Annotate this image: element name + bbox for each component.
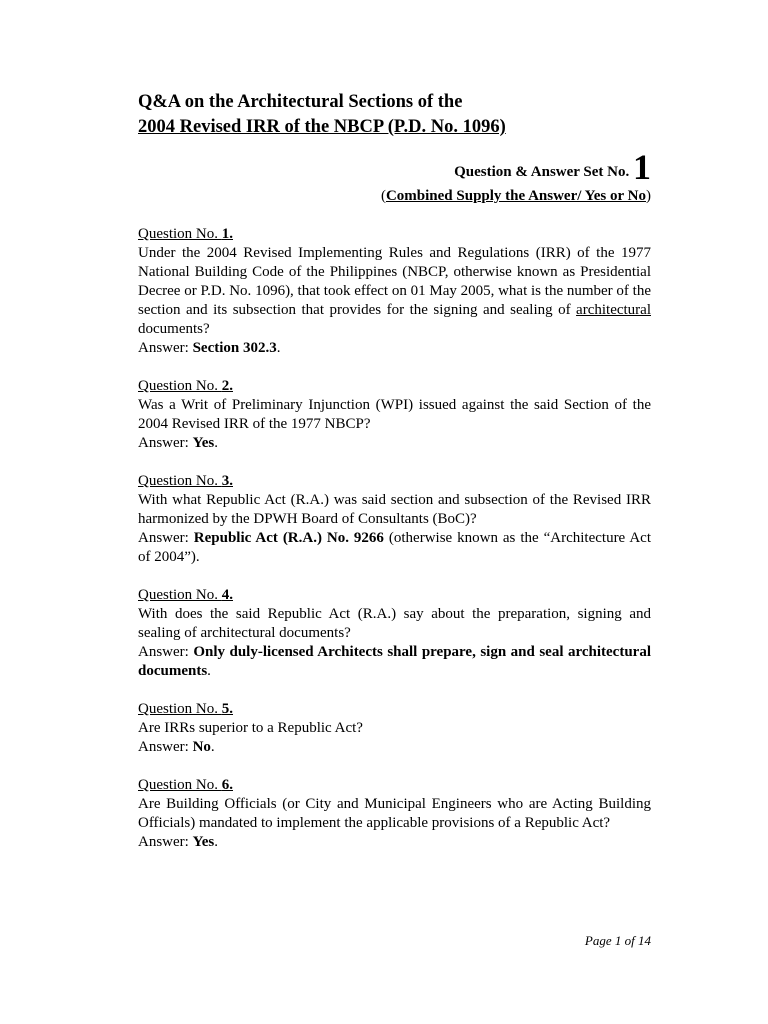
answer-label: Answer:: [138, 739, 193, 755]
answer-line: [138, 643, 651, 681]
answer-suffix: .: [214, 834, 218, 850]
question-text: Was a Writ of Preliminary Injunction (WPI) issued against the said Section of the 2004 Revised IRR of the 1977 NBCP?: [138, 397, 651, 432]
qa-set-heading: [454, 147, 651, 187]
subtitle-text: Combined Supply the Answer/ Yes or No: [385, 188, 646, 204]
question-number: 4.: [221, 587, 233, 603]
title-line-1: Q&A on the Architectural Sections of the: [138, 92, 463, 112]
question-heading: [138, 377, 651, 396]
question-text-part: Under the 2004 Revised Implementing Rules and Regulations (IRR) of the 1977 National Building Code of the Philippines (NBCP, otherwise known as Presidential Decree or P.D. No. 1096), that took effect on 01 May 2005, what is the number of the section and its subsection that provides for the signing and sealing of: [138, 245, 651, 318]
title-line-2: 2004 Revised IRR of the NBCP (P.D. No. 1096): [138, 117, 506, 137]
answer-value: Section 302.3: [192, 340, 277, 356]
answer-line: [138, 833, 651, 852]
question-list: [138, 225, 651, 871]
question-text: [138, 244, 651, 339]
question-label: Question No.: [138, 473, 222, 489]
qa-set-number: 1: [633, 147, 651, 187]
question-text: With does the said Republic Act (R.A.) say about the preparation, signing and sealing of architectural documents?: [138, 606, 651, 641]
answer-suffix: .: [214, 435, 218, 451]
answer-line: [138, 434, 651, 453]
question-text: With what Republic Act (R.A.) was said section and subsection of the Revised IRR harmonized by the DPWH Board of Consultants (BoC)?: [138, 492, 651, 527]
question-item-4: [138, 586, 651, 681]
question-heading: [138, 225, 651, 244]
answer-label: Answer:: [138, 435, 193, 451]
question-label: Question No.: [138, 378, 222, 394]
answer-value: No: [192, 739, 211, 755]
question-text-part: documents?: [138, 321, 210, 337]
answer-label: Answer:: [138, 644, 194, 660]
answer-label: Answer:: [138, 834, 193, 850]
answer-suffix: (otherwise known as the “Architecture Act of 2004”).: [138, 530, 651, 565]
answer-line: [138, 529, 651, 567]
question-number: 2.: [221, 378, 233, 394]
answer-value: Republic Act (R.A.) No. 9266: [193, 530, 384, 546]
question-number: 3.: [221, 473, 233, 489]
answer-suffix: .: [276, 340, 281, 356]
answer-label: Answer:: [138, 530, 194, 546]
document-title: [138, 90, 658, 140]
question-number: 5.: [221, 701, 233, 717]
question-item-5: [138, 700, 651, 757]
question-heading: [138, 586, 651, 605]
question-heading: [138, 700, 651, 719]
answer-value: Yes: [192, 834, 215, 850]
answer-suffix: .: [210, 739, 215, 755]
question-heading: [138, 776, 651, 795]
question-heading: [138, 472, 651, 491]
qa-set-label: Question & Answer Set No.: [454, 164, 630, 180]
question-item-3: [138, 472, 651, 567]
question-label: Question No.: [138, 226, 222, 242]
answer-value: Only duly-licensed Architects shall prepare, sign and seal architectural documents: [138, 644, 651, 679]
question-label: Question No.: [138, 587, 222, 603]
question-item-2: [138, 377, 651, 453]
answer-line: [138, 339, 651, 358]
question-label: Question No.: [138, 701, 222, 717]
qa-set-subtitle: [381, 187, 651, 206]
question-number: 6.: [221, 777, 233, 793]
question-text: Are IRRs superior to a Republic Act?: [138, 720, 363, 736]
question-item-6: [138, 776, 651, 852]
answer-value: Yes: [192, 435, 215, 451]
question-number: 1.: [221, 226, 233, 242]
answer-suffix: .: [207, 663, 211, 679]
subtitle-close-paren: ): [646, 188, 651, 204]
question-item-1: [138, 225, 651, 358]
answer-label: Answer:: [138, 340, 193, 356]
question-label: Question No.: [138, 777, 222, 793]
subtitle-open-paren: (: [380, 188, 386, 204]
question-text-underlined: architectural: [576, 302, 651, 318]
question-text: Are Building Officials (or City and Municipal Engineers who are Acting Building Officials) mandated to implement the applicable provisions of a Republic Act?: [138, 796, 651, 831]
page-number: Page 1 of 14: [584, 933, 651, 948]
answer-line: [138, 738, 651, 757]
